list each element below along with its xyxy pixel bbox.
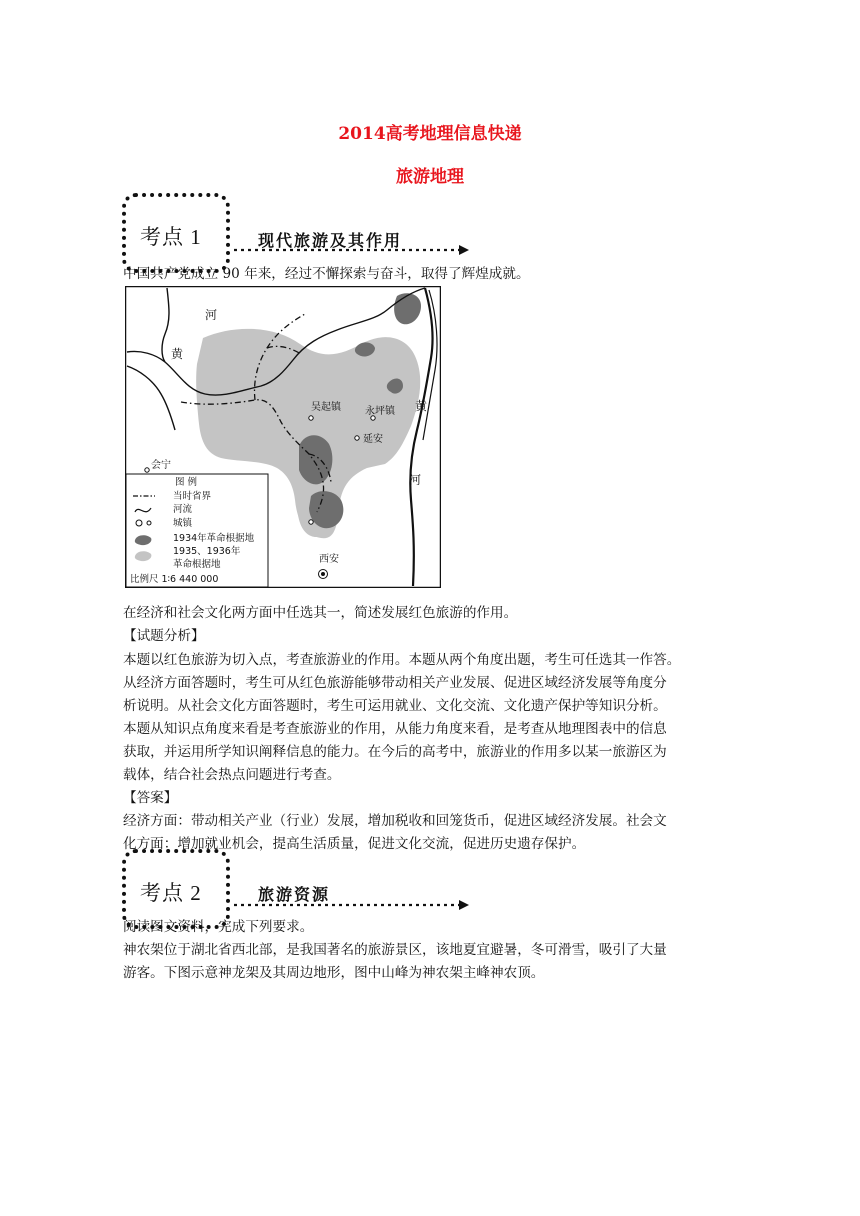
map-label-huining: 会宁 (151, 460, 171, 471)
map-label-yongping: 永坪镇 (365, 406, 395, 417)
analysis-label: 【试题分析】 (123, 628, 205, 644)
document-title: 2014高考地理信息快递 (338, 124, 522, 144)
section-heading-1: 现代旅游及其作用 (258, 231, 403, 250)
map-label-yanan: 延安 (363, 434, 383, 445)
map-label-he-right: 河 (409, 473, 422, 487)
legend-item-river: 河流 (173, 504, 193, 515)
section1-question: 在经济和社会文化两方面中任选其一，简述发展红色旅游的作用。 (123, 605, 518, 621)
section2-line: 阅读图文资料，完成下列要求。 (123, 919, 314, 935)
legend-item-town: 城镇 (173, 518, 193, 529)
dotted-arrow-icon (232, 243, 472, 257)
answer-line: 经济方面：带动相关产业（行业）发展，增加税收和回笼货币，促进区域经济发展。社会文 (123, 813, 667, 829)
document-subtitle: 旅游地理 (396, 167, 464, 187)
map-legend (126, 474, 268, 587)
map-label-huang-left: 黄 (171, 347, 184, 361)
answer-line: 化方面：增加就业机会，提高生活质量，促进文化交流，促进历史遗存保护。 (123, 836, 586, 852)
section-badge-label: 考点 1 (140, 225, 202, 249)
analysis-line: 获取，并运用所学知识阐释信息的能力。在今后的高考中，旅游业的作用多以某一旅游区为 (123, 744, 667, 760)
map-label-xian: 西安 (319, 554, 339, 565)
answer-label: 【答案】 (123, 790, 178, 806)
section-badge-1 (122, 193, 230, 273)
section2-line: 游客。下图示意神龙架及其周边地形，图中山峰为神农架主峰神农顶。 (123, 965, 545, 981)
analysis-line: 本题以红色旅游为切入点，考查旅游业的作用。本题从两个角度出题，考生可任选其一作答。 (123, 652, 681, 668)
map-label-huang-right: 黄 (415, 399, 428, 413)
section-heading-2: 旅游资源 (258, 885, 331, 904)
legend-title: 图 例 (175, 477, 198, 488)
map-label-he-top: 河 (205, 308, 218, 322)
section-badge-label: 考点 2 (140, 881, 202, 905)
legend-item-boundary: 当时省界 (173, 491, 212, 502)
red-base-map (125, 286, 441, 588)
legend-item-1934: 1934年革命根据地 (173, 533, 255, 544)
analysis-line: 本题从知识点角度来看是考查旅游业的作用，从能力角度来看，是考查从地理图表中的信息 (123, 721, 667, 737)
legend-item-1935-b: 革命根据地 (173, 559, 221, 570)
analysis-line: 析说明。从社会文化方面答题时，考生可运用就业、文化交流、文化遗产保护等知识分析。 (123, 698, 667, 714)
section2-line: 神农架位于湖北省西北部，是我国著名的旅游景区，该地夏宜避暑，冬可滑雪，吸引了大量 (123, 942, 667, 958)
analysis-line: 从经济方面答题时，考生可从红色旅游能够带动相关产业发展、促进区域经济发展等角度分 (123, 675, 667, 691)
map-label-wuqi: 吴起镇 (311, 402, 341, 413)
section1-intro: 中国共产党成立 90 年来，经过不懈探索与奋斗，取得了辉煌成就。 (123, 266, 530, 282)
analysis-line: 载体，结合社会热点问题进行考查。 (123, 767, 341, 783)
dotted-arrow-icon (232, 898, 472, 912)
legend-scale: 比例尺 1∶6 440 000 (130, 574, 219, 585)
legend-item-1935-a: 1935、1936年 (173, 546, 241, 557)
